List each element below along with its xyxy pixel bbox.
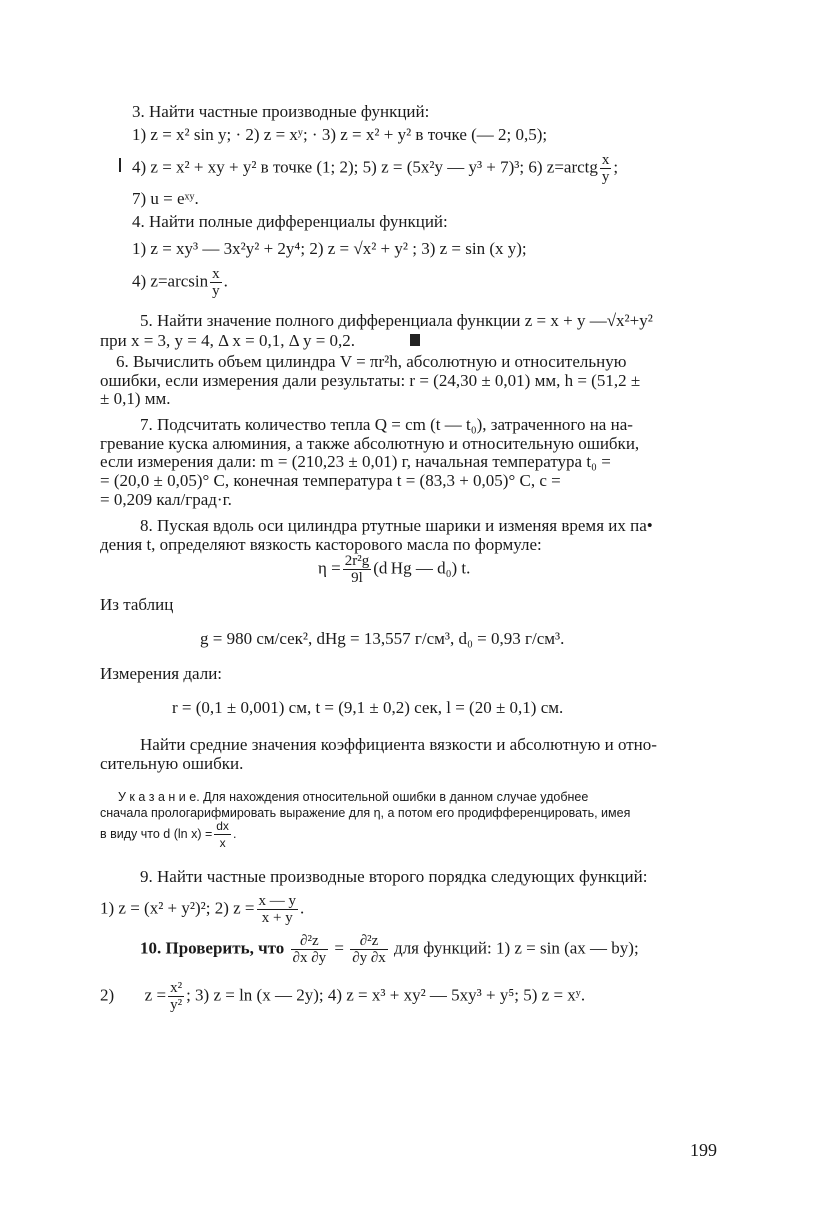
margin-mark bbox=[119, 158, 124, 172]
viscosity-formula: η = $\frac{\text{2r²g}}{9l}$ (d Hg — d₀) t. bbox=[318, 553, 471, 586]
problem-8-constants: g = 980 см/сек², dHg = 13,557 г/см³, d₀ = 0,93 г/см³. bbox=[200, 629, 565, 648]
problem-8-tables: Из таблиц bbox=[100, 595, 174, 614]
problem-3-line-3: 7) u = eˣʸ. bbox=[132, 189, 199, 208]
problem-3-line-1: 1) z = x² sin y; · 2) z = xʸ; · 3) z = x² + y² в точке (— 2; 0,5); bbox=[132, 125, 548, 144]
problem-8-measure-values: r = (0,1 ± 0,001) см, t = (9,1 ± 0,2) сек, l = (20 ± 0,1) см. bbox=[172, 698, 564, 717]
problem-7-line-3: если измерения дали: m = (210,23 ± 0,01) г, начальная температура t₀ = bbox=[100, 452, 611, 471]
problem-6-line-2: ошибки, если измерения дали результаты: r = (24,30 ± 0,01) мм, h = (51,2 ± bbox=[100, 371, 641, 390]
problem-7-line-1: 7. Подсчитать количество тепла Q = cm (t — t₀), затраченного на на- bbox=[140, 415, 633, 434]
problem-3-heading: 3. Найти частные производные функций: bbox=[132, 102, 430, 121]
problem-8-task-line-1: Найти средние значения коэффициента вязкости и абсолютную и отно- bbox=[140, 735, 657, 754]
problem-8-measured: Измерения дали: bbox=[100, 664, 223, 683]
problem-7-line-2: гревание куска алюминия, а также абсолютную и относительную ошибки, bbox=[100, 434, 640, 453]
ink-blot bbox=[410, 334, 420, 346]
problem-4-line-2: 4) z=arcsin $\frac{x}{y}$ . bbox=[132, 266, 228, 299]
problem-4-heading: 4. Найти полные дифференциалы функций: bbox=[132, 212, 448, 231]
problem-9-line-1: 9. Найти частные производные второго порядка следующих функций: bbox=[140, 867, 648, 886]
hint-line-1: У к а з а н и е. Для нахождения относительной ошибки в данном случае удобнее bbox=[118, 790, 589, 804]
problem-5-line-2: при x = 3, y = 4, Δ x = 0,1, Δ y = 0,2. bbox=[100, 331, 356, 350]
problem-7-line-5: = 0,209 кал/град·г. bbox=[100, 490, 232, 509]
hint-line-3: в виду что d (ln x) = $\frac{dx}{x}$ . bbox=[100, 819, 237, 850]
hint-line-2: сначала прологарифмировать выражение для η, а потом его продифференцировать, имея bbox=[100, 806, 631, 820]
problem-10-line-1: 10. Проверить, что $\frac{\text{∂²z}}{\partial x \partial y}$ = $\frac{\text{∂²z}}{\partial y \partial x}$ для функций: 1) z = sin (ax — by); bbox=[140, 933, 639, 966]
problem-5-line-1: 5. Найти значение полного дифференциала функции z = x + y —√x²+y² bbox=[140, 311, 653, 330]
problem-8-task-line-2: сительную ошибки. bbox=[100, 754, 244, 773]
problem-8-line-1: 8. Пуская вдоль оси цилиндра ртутные шарики и изменяя время их па• bbox=[140, 516, 653, 535]
problem-6-line-3: ± 0,1) мм. bbox=[100, 389, 171, 408]
page-number: 199 bbox=[690, 1140, 717, 1160]
problem-6-line-1: 6. Вычислить объем цилиндра V = πr²h, абсолютную и относительную bbox=[116, 352, 627, 371]
problem-10-line-2: 2) z = $\frac{\text{x²}}{\text{y²}}$ ; 3) z = ln (x — 2y); 4) z = x³ + xy² — 5xy³ + y⁵; 5) z = xʸ. bbox=[100, 980, 586, 1013]
problem-4-line-1: 1) z = xy³ — 3x²y² + 2y⁴; 2) z = √x² + y² ; 3) z = sin (x y); bbox=[132, 239, 527, 258]
problem-3-line-2: 4) z = x² + xy + y² в точке (1; 2); 5) z = (5x²y — y³ + 7)³; 6) z=arctg $\frac{x}{y}$ ; bbox=[132, 152, 619, 185]
problem-9-line-2: 1) z = (x² + y²)²; 2) z = $\frac{x — y}{x + y}$ . bbox=[100, 893, 305, 926]
problem-7-line-4: = (20,0 ± 0,05)° C, конечная температура t = (83,3 + 0,05)° C, c = bbox=[100, 471, 561, 490]
problem-8-line-2: дения t, определяют вязкость касторового масла по формуле: bbox=[100, 535, 542, 554]
